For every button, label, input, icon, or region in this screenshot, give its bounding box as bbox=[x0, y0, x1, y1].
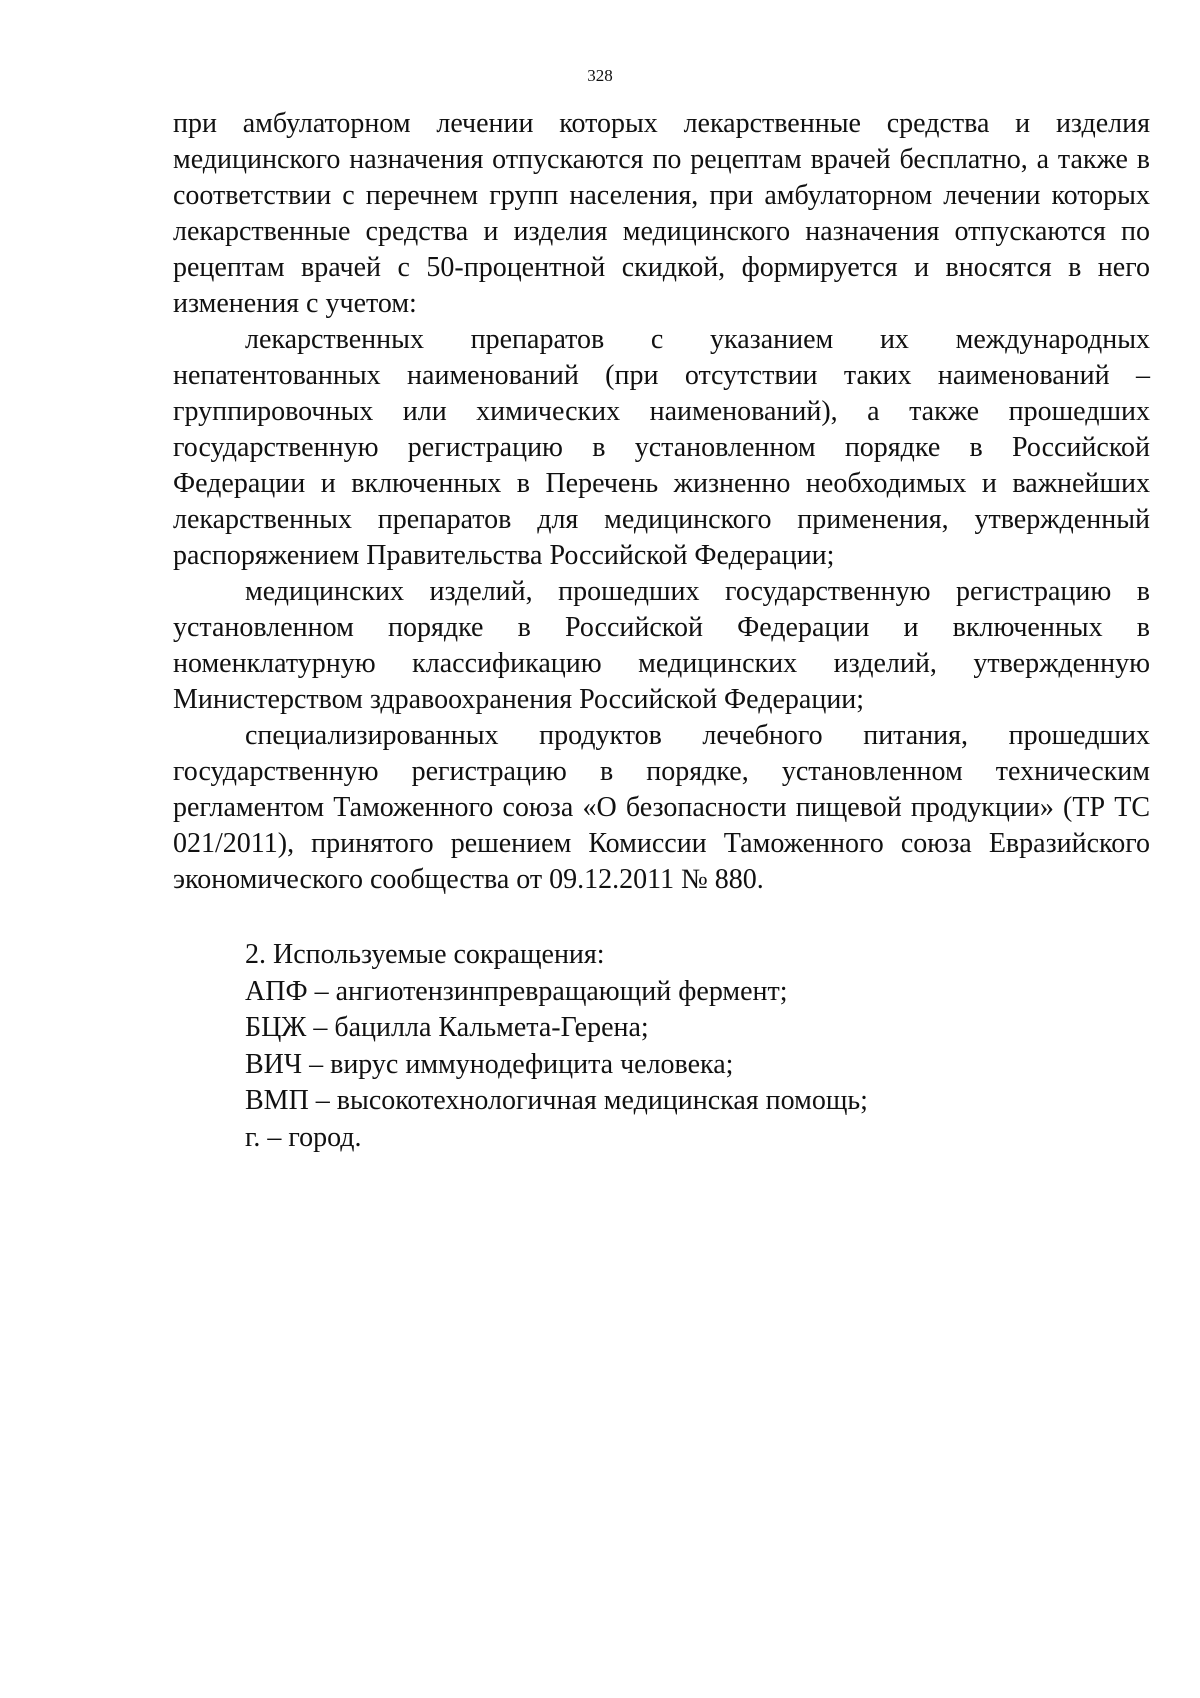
abbreviations-heading: 2. Используемые сокращения: bbox=[245, 939, 605, 970]
paragraph-special-nutrition: специализированных продуктов лечебного питания, прошедших государственную регистрацию в порядке, установленном техническим регламентом Таможенного союза «О безопасности пищевой продукции» (ТР ТС 021/2011), принятого решением Комиссии Таможенного союза Евразийского экономического сообщества от 09.12.2011 № 880. bbox=[173, 720, 1150, 895]
paragraph-medical-devices: медицинских изделий, прошедших государственную регистрацию в установленном порядке в Российской Федерации и включенных в номенклатурную классификацию медицинских изделий, утвержденную Министерством здравоохранения Российской Федерации; bbox=[173, 576, 1150, 715]
abbreviation-item: БЦЖ – бацилла Кальмета-Герена; bbox=[245, 1012, 649, 1043]
paragraph-medicines: лекарственных препаратов с указанием их международных непатентованных наименований (при отсутствии таких наименований – группировочных или химических наименований), а также прошедших государственную регистрацию в установленном порядке в Российской Федерации и включенных в Перечень жизненно необходимых и важнейших лекарственных препаратов для медицинского применения, утвержденный распоряжением Правительства Российской Федерации; bbox=[173, 324, 1150, 571]
abbreviation-item: г. – город. bbox=[245, 1121, 362, 1153]
document-body bbox=[173, 106, 1150, 898]
abbreviation-item: ВИЧ – вирус иммунодефицита человека; bbox=[245, 1048, 734, 1080]
page-number: 328 bbox=[587, 66, 613, 85]
abbreviation-item: АПФ – ангиотензинпревращающий фермент; bbox=[245, 975, 788, 1007]
abbreviations-section bbox=[245, 937, 1150, 1156]
abbreviation-item: ВМП – высокотехнологичная медицинская помощь; bbox=[245, 1085, 868, 1116]
paragraph-intro: при амбулаторном лечении которых лекарственные средства и изделия медицинского назначения отпускаются по рецептам врачей бесплатно, а также в соответствии с перечнем групп населения, при амбулаторном лечении которых лекарственные средства и изделия медицинского назначения отпускаются по рецептам врачей с 50-процентной скидкой, формируется и вносятся в него изменения с учетом: bbox=[173, 108, 1150, 319]
